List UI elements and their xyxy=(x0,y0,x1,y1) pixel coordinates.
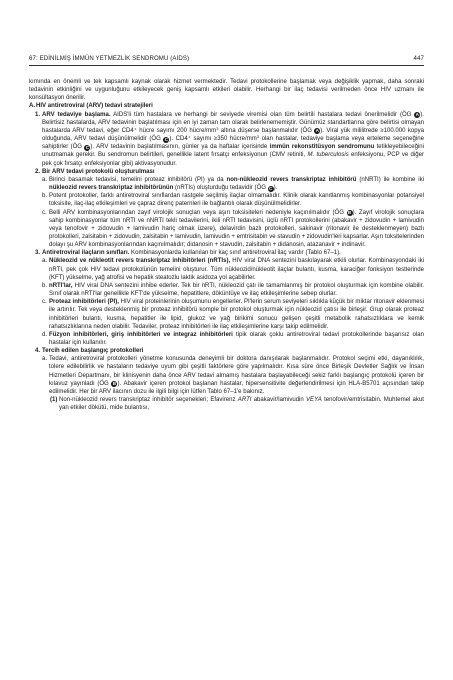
item-2b xyxy=(29,192,424,208)
item-3d xyxy=(29,331,424,347)
text-run: ). ARV tedavinin başlatılmasının, günler ya da haftalar içerisinde xyxy=(90,144,270,151)
item-2-title: Bir ARV tedavi protokolü oluşturulması xyxy=(42,168,155,175)
evidence-grade-badge: A xyxy=(415,112,419,118)
page-number: 447 xyxy=(413,55,424,62)
italic-term: VEYA xyxy=(306,397,322,404)
document-body xyxy=(29,66,424,412)
evidence-grade-badge: B xyxy=(347,210,352,215)
text-run: ). CD4⁺ sayımı ≥350 hücre/mm xyxy=(169,136,257,143)
item-1 xyxy=(29,111,424,168)
item-1-text xyxy=(42,111,424,168)
subitem-text xyxy=(49,282,424,298)
evidence-grade-badge: C xyxy=(164,136,169,142)
text-run: ). Viral yük mililitrede ≥100.000 kopya olduğunda, ARV tedavi düşünülmelidir (ÖG xyxy=(42,127,424,143)
text-run: ). xyxy=(273,185,278,192)
text-run: tenofovir/emtrisitabin. Muhtemel akut yan etkiler dökütü, mide bulantısı, xyxy=(59,397,424,412)
subitem-text xyxy=(49,209,424,250)
bold-term: nükleozid revers transkriptaz inhibitörünün xyxy=(49,185,174,192)
item-2c xyxy=(29,209,424,250)
item-3c xyxy=(29,298,424,331)
bold-term: immün rekonstitüsyon sendromunu xyxy=(269,144,375,151)
text-run: AIDS'li tüm hastalara ve herhangi bir seviyede viremisi olan tüm belirtili hastalara tedavi önerilmelidir (ÖG xyxy=(110,111,415,118)
text-run: tetikleyebileceğini unutmamak gerekir. Bu sendromun belirtileri, genellikle latent fırsatçı enfeksiyonun (CMV retiniti, xyxy=(42,144,424,159)
text-run: olan hastalar, tedaviye başlama veya erteleme seçeneğine sahiptirler (ÖG xyxy=(42,136,424,151)
subsubitem-number: (1) xyxy=(50,397,58,404)
text-run: Tedavi, antiretroviral protokolleri yönetme konusunda deneyimli bir doktora danışılarak başlanmalıdır. Protokol seçimi etki, dayanıklılık, tolere edilebilirlik ve hastaların tedaviye uyum gibi çeşitli faktörlere göre yapılmalıdır. Kısa süre önce Birleşik Devletler Sağlık ve İnsan Hizmetleri Departmanı, bir klinisyenin daha önce ARV tedavi almamış hastalara başlayabileceği sekiz farklı başlangıç protokolü içeren bir kılavuz yayınladı (ÖG xyxy=(49,356,424,387)
text-run: HIV viral DNA sentezini inhibe ederler. Tek bir nRTI, nükleozid çatı ile tamamlanmış bir protokol oluşturmak için kombine olabilir. Sınıf olarak nRTI'lar genellikle KFT'de yükselme, hepatitlere, döküntüye ve ilaç etkileşimlerine sebep olurlar. xyxy=(49,282,424,298)
section-letter: A. xyxy=(29,103,36,110)
text-run: HIV viral proteinlerinin oluşumunu engellerler. PI'lerin serum seviyeleri sıklıkla küçük bir miktar ritonavir eklenmesi ile artırılır. Tek veya desteklenmiş bir proteaz inhibitörü komple bir protokol oluşturmak için nükleozid çatısı ile birleşir. Grup olarak proteaz inhibitörleri bulantı, kusma, hepatitler ile lipid, glukoz ve yağ birikimi sonucu gelişen çeşitli metabolik rahatsızlıklara ve kemik rahatsızlıklarına neden olabilir. Tedaviler, proteaz inhibitörleri ile ilaç etkileşimlerine karşı takip edilmelidir. xyxy=(49,299,424,330)
subitem-letter: a. xyxy=(42,356,48,363)
item-3a xyxy=(29,257,424,281)
running-header xyxy=(29,0,424,66)
subitem-letter: a. xyxy=(42,258,48,265)
bold-term: Proteaz inhibitörleri (PI), xyxy=(49,299,119,306)
text-run: (nRTIs) oluşturduğu tedavidir (ÖG xyxy=(173,185,268,192)
text-run: abakavir/lamivudin xyxy=(251,397,307,404)
italic-term: M. tuberculosis xyxy=(307,152,349,159)
item-3 xyxy=(29,249,424,257)
text-run: ). Zayıf virolojik sonuçlara sahip kombinasyonlar tüm nRTI ve nNRTI tekli tedavilerini, ikili nRTI tedavisini, üçlü nRTI protokollerini (abakavir + zidovudin + lamivudin veya tenofovir + zidovudin + lamivudin hariç olmak üzere), delavirdin bazlı protokolleri, sakinavir (ritonavir ile desteklenmeyen) bazlı protokolleri, zalsitabin + zidovudin, zalsitabin + lamivudin, lamivudin + emtrisitabin ve stavudin + zidovudin'leri kapsarlar. Aşırı toksitelerinden dolayı şu ARV kombinasyonlarından kaçınılmalıdır; didanosin + stavudin, zalsitabin + didanosin, atazanavir + indinavir. xyxy=(49,209,424,249)
item-3-title: Antiretroviral ilaçların sınıfları. xyxy=(42,250,130,257)
subitem-text xyxy=(49,331,424,347)
text-run: altına düşerse başlanmalıdır (ÖG xyxy=(218,127,315,134)
evidence-grade-badge: A xyxy=(315,128,319,134)
subitem-letter: c. xyxy=(42,299,47,306)
subitem-letter: c. xyxy=(42,209,47,216)
text-run: ). Abakavir içeren protokol başlanan hastalar, hipersensitivite değerlendirilmesi için HLA-B5701 açısından takip edilmelidir. Her bir ARV ilacının dozu ile ilgili bilgi için lütfen Tablo 67–1'e bakınız. xyxy=(49,380,425,395)
subitem-letter: a. xyxy=(42,176,48,183)
bold-term: Nükleozid ve nükleotit revers transkriptaz inhibitörleri (nRTIs), xyxy=(49,258,231,265)
item-number: 2. xyxy=(35,168,41,175)
evidence-grade-badge: C xyxy=(268,185,273,191)
intro-paragraph: kımında en önemli ve tek kapsamlı kaynak olarak hizmet vermektedir. Tedavi protokollerine başlamak veya değişiklik yapmak, daha sonraki tedavinin etkinliğini ve uygunluğunu etkileyecek geniş kapsamlı etkileri olabilir. Herhangi bir ilaç tedavisi verilmeden önce HIV uzmanı ile konsültasyon önerilir. xyxy=(29,79,424,102)
subsubitem-text xyxy=(59,396,424,412)
subitem-text xyxy=(49,176,424,192)
bold-term: non-nükleozid revers transkriptaz inhibitörü xyxy=(226,176,357,183)
text-run: Birinci basamak tedavisi, temelini proteaz inhibitörü (PI) ya da xyxy=(49,176,227,183)
subitem-text xyxy=(49,298,424,331)
item-2a xyxy=(29,176,424,192)
bold-term: Füzyon inhibitörleri, giriş inhibitörleri ve integraz inhibitörleri xyxy=(49,331,233,338)
subitem-letter: d. xyxy=(42,331,48,338)
item-number: 3. xyxy=(35,250,41,257)
text-run: Non-nükleozid revers transkriptaz inhibitör seçenekleri; Efavirenz xyxy=(59,397,238,404)
evidence-grade-badge: C xyxy=(85,144,90,150)
item-4a xyxy=(29,355,424,396)
subitem-text: Potent protokoller, farklı antiretroviral sınıflardan rastgele seçilmiş ilaçlar olmamalıdır. Klinik olarak kanıtlanmış kombinasyonlar potansiyel toksisite, ilaç-ilaç etkileşimleri ve çapraz direnç paternleri ile bağlantılı olarak düşünülmelidirler. xyxy=(49,193,424,208)
text-run: tipik olarak çoklu antiretroviral tedavi protokollerinde başarısız olan hastalar için kullanılır. xyxy=(49,331,424,346)
item-2 xyxy=(29,168,424,176)
item-3-text xyxy=(42,249,424,257)
item-4-title: Tercih edilen başlangıç protokolleri xyxy=(42,348,144,355)
text-run: Kombinasyonlarda kullanılan bir kaç sınıf antiretroviral ilaç vardır (Tablo 67–1). xyxy=(129,250,341,257)
evidence-grade-badge: B xyxy=(112,381,117,387)
text-run: Belli ARV kombinasyonlarından zayıf virolojik sonuçları veya aşırı toksisiteleri nedeniyle kaçınılmalıdır (ÖG xyxy=(49,209,347,216)
chapter-title: 67: EDİNİLMİŞ İMMÜN YETMEZLİK SENDROMU (AIDS) xyxy=(29,55,190,62)
item-4 xyxy=(29,347,424,355)
section-title: HIV antiretroviral (ARV) tedavi stratejileri xyxy=(36,103,153,110)
subitem-text xyxy=(49,355,424,396)
section-a-heading xyxy=(29,102,424,110)
subitem-letter: b. xyxy=(42,282,48,289)
text-run: HIV viral DNA sentezini baskılayarak etkili olurlar. Kombinasyondaki iki nRTI, pek çok HIV tedavi protokolünün temelini oluşturur. Tüm nükleozid/nükleotit ilaçlar bulantı, kusma, karaciğer fonksiyon testlerinde (KFT) yükselme, yağ atrofisi ve hepatik steatozlu laktik asidoza yol açabilirler. xyxy=(49,258,424,281)
text-run: (nNRTI) ile kombine iki xyxy=(356,176,424,183)
item-number: 1. xyxy=(35,111,41,118)
item-3b xyxy=(29,282,424,298)
item-1-title: ARV tedaviye başlama. xyxy=(42,111,111,118)
italic-term: ARTI xyxy=(237,397,252,404)
superscript: 3 xyxy=(216,125,219,131)
subitem-letter: b. xyxy=(42,193,48,200)
item-number: 4. xyxy=(35,348,41,355)
item-4a-1 xyxy=(29,396,424,412)
subitem-text xyxy=(49,257,424,281)
text-run: enfeksiyonu, PCP ve diğer pek çok fırsatçı enfeksiyonlar gibi) aktivasyonudur. xyxy=(42,152,424,167)
text-run: ). Belirtisiz hastalarda, ARV tedavinin başlatılması için en iyi zaman tam olarak belirlenememiştir. Günümüz standartlarına göre belirtisi olmayan hastalarda ARV tedavi, eğer CD4⁺ hücre sayımı 200 hücre/mm xyxy=(42,111,424,134)
bold-term: nRTI'lar, xyxy=(49,282,73,289)
superscript: 3 xyxy=(256,133,260,139)
